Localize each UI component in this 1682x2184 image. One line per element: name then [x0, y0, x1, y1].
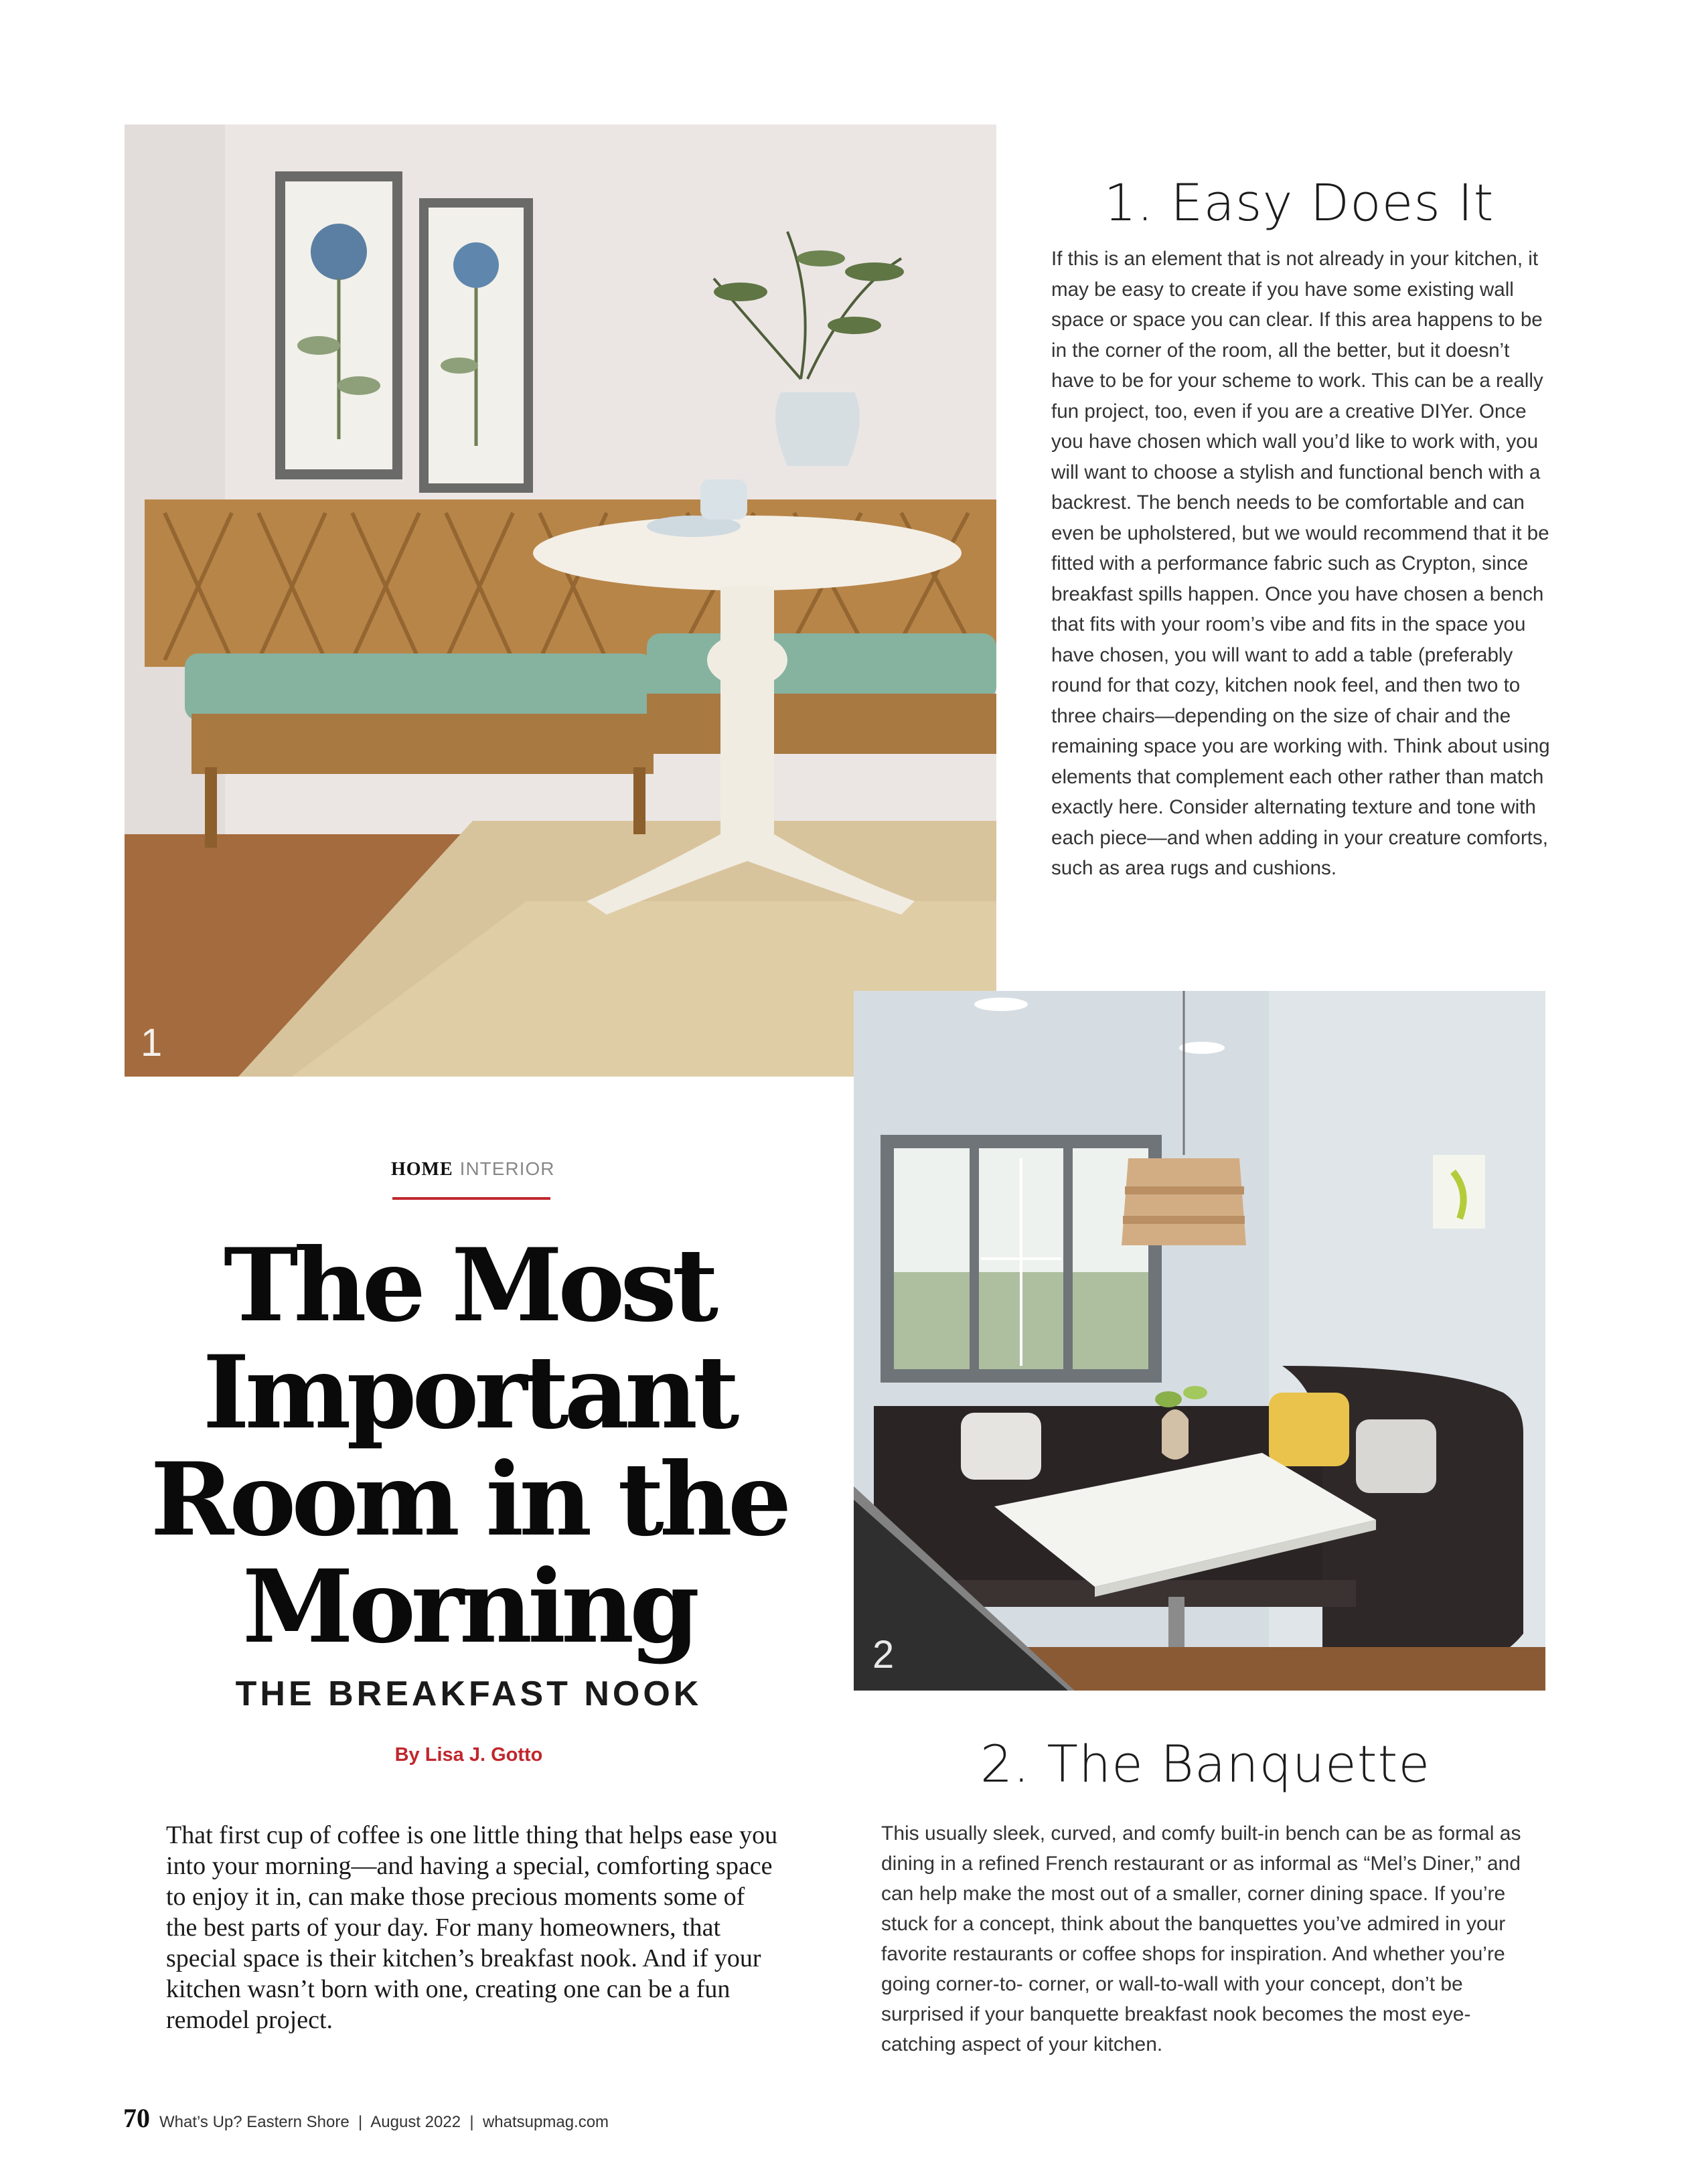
footer-text: What’s Up? Eastern Shore | August 2022 | whatsupmag.com: [159, 2113, 609, 2131]
title-line-2: Important: [202, 1334, 735, 1452]
page-number: 70: [123, 2103, 150, 2133]
photo-banquette-nook: [854, 991, 1545, 1691]
photo2-illustration: [854, 991, 1545, 1691]
intro-paragraph: That first cup of coffee is one little thing that helps ease you into your morning—and having a special, comforting space to enjoy it in, can make those precious moments some of the best parts of your day. For many homeowners, that special space is their kitchen’s breakfast nook. And if your kitchen wasn’t born with one, creating one can be a fun remodel project.: [166, 1821, 778, 2034]
photo1-number: 1: [141, 1021, 163, 1065]
article-subtitle: THE BREAKFAST NOOK: [235, 1674, 702, 1713]
section2-heading: 2. The Banquette: [980, 1734, 1431, 1794]
section-kicker: [391, 1158, 555, 1180]
kicker-home: HOME: [391, 1159, 453, 1180]
section1-body: If this is an element that is not already in your kitchen, it may be easy to create if you have some existing wall space or space you can clear. If this area happens to be in the corner of the room, all the better, but it doesn’t have to be for your scheme to work. This can be a really fun project, too, even if you are a creative DIYer. Once you have chosen which wall you’d like to work with, you will want to choose a stylish and functional bench with a backrest. The bench needs to be comfortable and can even be upholstered, but we would recommend that it be fitted with a performance fabric such as Crypton, since breakfast spills happen. Once you have chosen a bench that fits with your room’s vibe and fits in the space you have chosen, you will want to add a table (preferably round for that cozy, kitchen nook feel, and then two to three chairs—depending on the size of chair and the remaining space you are working with. Think about using elements that complement each other rather than match exactly here. Consider alternating texture and tone with each piece—and when adding in your creature comforts, such as area rugs and cushions.: [1051, 248, 1550, 879]
section1-heading: 1. Easy Does It: [1103, 173, 1495, 232]
article-title: [134, 1227, 804, 1666]
title-line-4: Morning: [242, 1548, 696, 1666]
photo-wicker-breakfast-nook: [125, 125, 996, 1077]
kicker-interior: INTERIOR: [459, 1158, 555, 1179]
kicker-underline: [392, 1197, 550, 1200]
title-line-1: The Most: [223, 1227, 714, 1344]
title-line-3: Room in the: [150, 1441, 787, 1559]
photo2-number: 2: [872, 1633, 895, 1676]
photo1-illustration: [125, 125, 996, 1077]
page-footer: [123, 2102, 609, 2134]
byline: By Lisa J. Gotto: [394, 1744, 543, 1766]
section2-body: This usually sleek, curved, and comfy built-in bench can be as formal as dining in a refined French restaurant or as informal as “Mel’s Diner,” and can help make the most out of a smaller, corner dining space. If you’re stuck for a concept, think about the banquettes you’ve admired in your favorite restaurants or coffee shops for inspiration. And whether you’re going corner-to- corner, or wall-to-wall with your concept, don’t be surprised if your banquette breakfast nook becomes the most eye-catching aspect of your kitchen.: [881, 1822, 1521, 2055]
